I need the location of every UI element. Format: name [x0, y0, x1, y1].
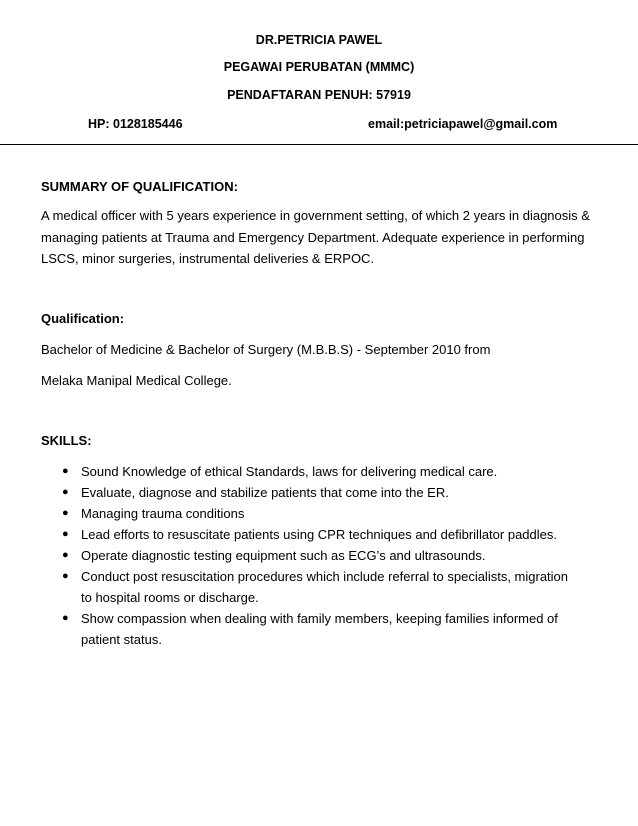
bullet-icon: ●	[62, 570, 69, 582]
list-item	[62, 566, 582, 608]
skills-list	[62, 461, 582, 650]
qualification-college: Melaka Manipal Medical College.	[41, 373, 232, 388]
bullet-icon: ●	[62, 486, 69, 498]
email-address: email:petriciapawel@gmail.com	[368, 117, 558, 131]
skill-text: Lead efforts to resuscitate patients using CPR techniques and defibrillator paddles.	[81, 527, 557, 542]
bullet-icon: ●	[62, 612, 69, 624]
skill-text: Managing trauma conditions	[81, 506, 245, 521]
skills-heading: SKILLS:	[41, 433, 92, 448]
list-item	[62, 608, 582, 650]
bullet-icon: ●	[62, 465, 69, 477]
list-item	[62, 482, 582, 503]
skill-text: Operate diagnostic testing equipment such as ECG’s and ultrasounds.	[81, 548, 486, 563]
list-item	[62, 524, 582, 545]
header-divider	[0, 144, 638, 145]
bullet-icon: ●	[62, 549, 69, 561]
phone-number: HP: 0128185446	[88, 117, 183, 131]
skill-text: Sound Knowledge of ethical Standards, laws for delivering medical care.	[81, 464, 498, 479]
summary-heading: SUMMARY OF QUALIFICATION:	[41, 179, 238, 194]
list-item	[62, 545, 582, 566]
skill-text: Show compassion when dealing with family members, keeping families informed of patient status.	[81, 611, 558, 647]
list-item	[62, 503, 582, 524]
bullet-icon: ●	[62, 528, 69, 540]
bullet-icon: ●	[62, 507, 69, 519]
summary-text: A medical officer with 5 years experience in government setting, of which 2 years in diagnosis & managing patients at Trauma and Emergency Department. Adequate experience in performing LSCS, minor surgeries, instrumental deliveries & ERPOC.	[41, 208, 590, 266]
skill-text: Conduct post resuscitation procedures which include referral to specialists, migration to hospital rooms or discharge.	[81, 569, 569, 605]
registration-number: PENDAFTARAN PENUH: 57919	[227, 88, 411, 102]
doctor-name: DR.PETRICIA PAWEL	[255, 33, 383, 47]
list-item	[62, 461, 582, 482]
qualification-degree: Bachelor of Medicine & Bachelor of Surgery (M.B.B.S) - September 2010 from	[41, 342, 491, 357]
qualification-heading: Qualification:	[41, 311, 125, 326]
position-title: PEGAWAI PERUBATAN (MMMC)	[223, 60, 415, 74]
skill-text: Evaluate, diagnose and stabilize patients that come into the ER.	[81, 485, 449, 500]
